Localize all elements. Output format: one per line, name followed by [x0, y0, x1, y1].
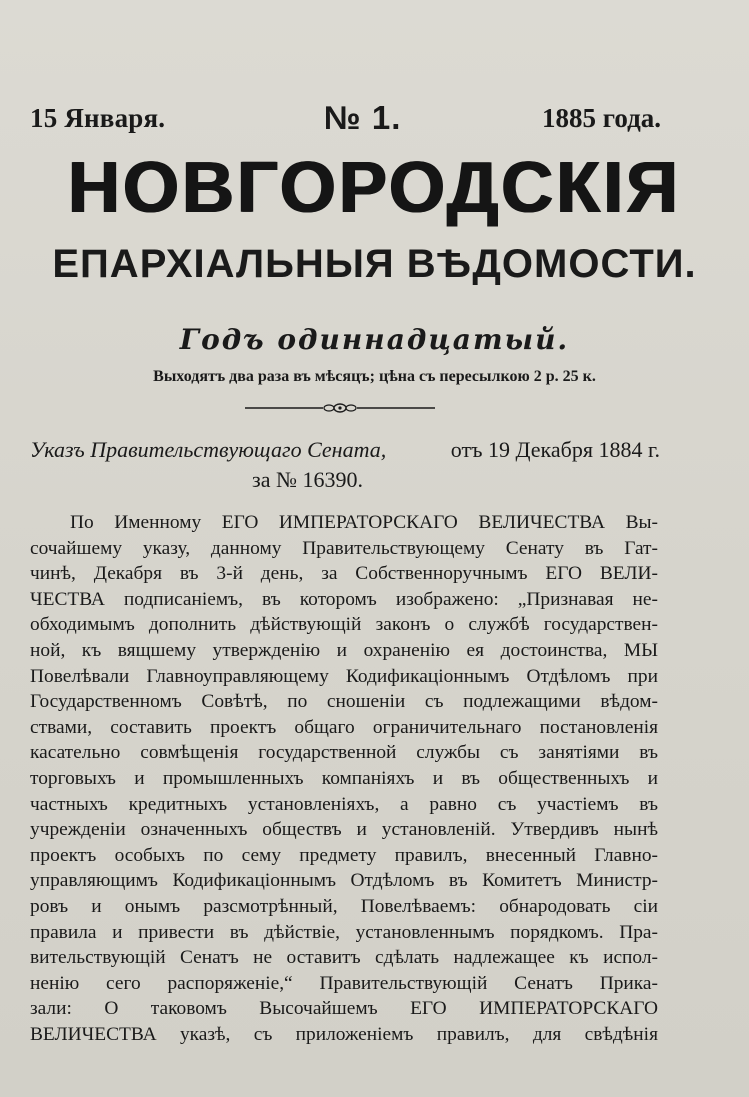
body-line: Повелѣвали Главноуправляющему Кодификаціоннымъ Отдѣломъ при	[30, 665, 658, 687]
body-line: ненію сего распоряженіе,“ Правительствующій Сенатъ Прика-	[30, 972, 658, 994]
body-line: учрежденіи означенныхъ обществъ и установленій. Утвердивъ нынѣ	[30, 819, 658, 841]
body-line: ВЕЛИЧЕСТВА указѣ, съ приложеніемъ правилъ, для свѣдѣнія	[30, 1023, 658, 1045]
body-line: По Именному ЕГО ИМПЕРАТОРСКАГО ВЕЛИЧЕСТВА Вы-	[70, 512, 658, 533]
body-line: зали: О таковомъ Высочайшемъ ЕГО ИМПЕРАТОРСКАГО	[30, 998, 658, 1020]
body-line: касательно совмѣщенія государственной службы съ занятіями въ	[30, 742, 658, 764]
body-line: ствами, составить проектъ общаго ограничительнаго постановленія	[30, 716, 658, 738]
body-line: обходимымъ дополнить дѣйствующій законъ о службѣ государствен-	[30, 614, 658, 636]
masthead-title: НОВГОРОДСКІЯ	[68, 148, 681, 228]
decree-heading-number: за № 16390.	[252, 467, 363, 492]
body-line: управляющимъ Кодификаціоннымъ Отдѣломъ въ Комитетъ Министр-	[30, 870, 658, 892]
body-line: правила и привести въ дѣйствіе, установленнымъ порядкомъ. Пра-	[30, 921, 658, 943]
body-line: частныхъ кредитныхъ установленіяхъ, а равно съ участіемъ въ	[30, 793, 658, 815]
masthead-subtitle: ЕПАРХІАЛЬНЫЯ ВѢДОМОСТИ.	[52, 242, 697, 286]
body-line: проектъ особыхъ по сему предмету правилъ, внесенный Главно-	[30, 844, 658, 866]
body-line: сочайшему указу, данному Правительствующему Сенату въ Гат-	[30, 537, 658, 559]
decree-heading-title: Указъ Правительствующаго Сената,	[30, 437, 387, 462]
decree-body	[30, 510, 658, 1047]
issue-year: 1885 года.	[542, 102, 661, 133]
decree-heading	[30, 436, 660, 494]
issue-number: № 1.	[323, 99, 402, 136]
issue-date: 15 Января.	[30, 102, 166, 133]
body-line: ной, къ вящшему утвержденію и охраненію ея достоинства, МЫ	[30, 639, 658, 661]
subscription-info: Выходятъ два раза въ мѣсяцъ; цѣна съ пересылкою 2 р. 25 к.	[153, 368, 596, 385]
body-line: Государственномъ Совѣтѣ, по сношеніи съ подлежащими вѣдом-	[30, 691, 658, 713]
publication-year-line: Годъ одиннадцатый.	[179, 323, 570, 356]
body-line: вительствующій Сенатъ не оставитъ сдѣлать надлежащее къ испол-	[30, 947, 658, 969]
decree-heading-date: отъ 19 Декабря 1884 г.	[450, 437, 660, 462]
issue-header	[30, 98, 661, 138]
body-line: торговыхъ и промышленныхъ компаніяхъ и въ общественныхъ и	[30, 767, 658, 789]
ornament-divider-icon	[245, 400, 435, 416]
body-line: ровъ и онымъ разсмотрѣнный, Повелѣваемъ: обнародовать сіи	[30, 895, 658, 917]
body-line: чинѣ, Декабря въ 3-й день, за Собственноручнымъ ЕГО ВЕЛИ-	[30, 563, 658, 585]
body-line: ЧЕСТВА подписаніемъ, въ которомъ изображено: „Признавая не-	[30, 588, 658, 610]
